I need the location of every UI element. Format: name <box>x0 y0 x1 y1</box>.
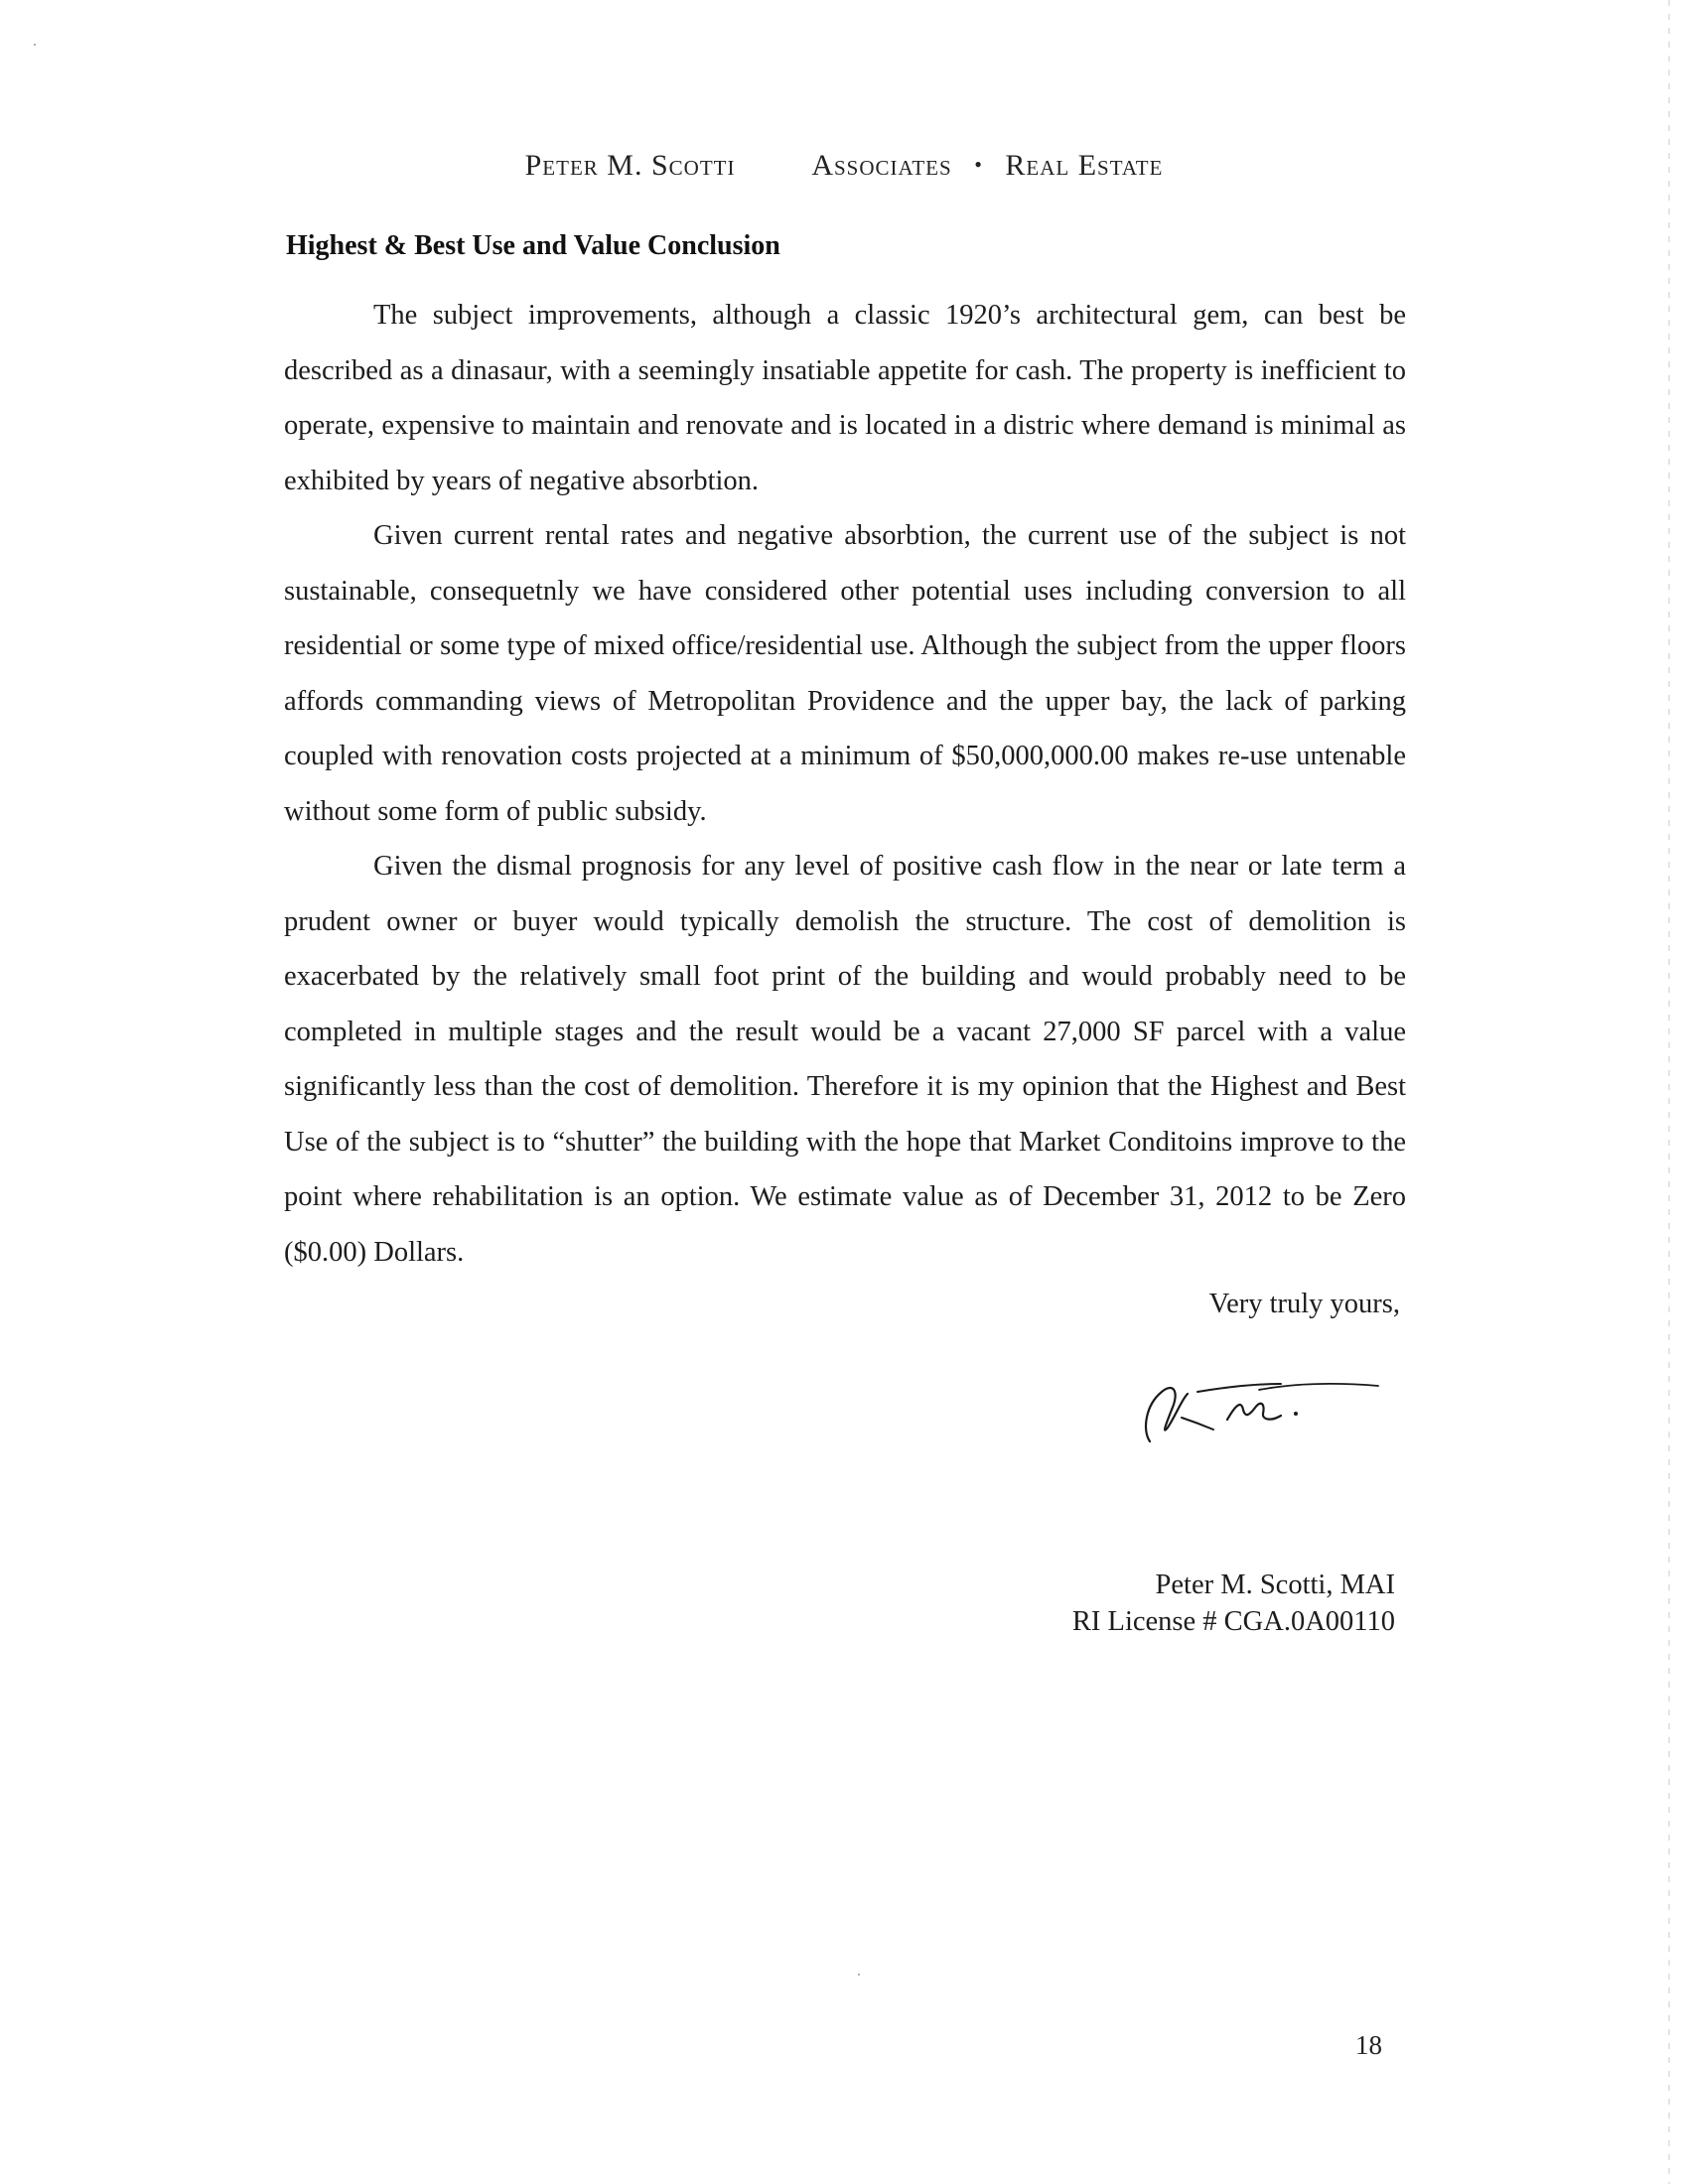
letterhead-associates: Associates <box>811 149 952 182</box>
body-text <box>284 288 1406 1280</box>
paragraph-2: Given current rental rates and negative absorbtion, the current use of the subject is not sustainable, consequetnly we have considered other potential uses including conversion to all residential or some type of mixed office/residential use. Although the subject from the upper floors affords commanding views of Metropolitan Providence and the upper bay, the lack of parking coupled with renovation costs projected at a minimum of $50,000,000.00 makes re-use untenable without some form of public subsidy. <box>284 520 1406 827</box>
signer-name: Peter M. Scotti, MAI <box>1155 1570 1395 1600</box>
page-number: 18 <box>1355 2030 1382 2060</box>
handwritten-signature <box>1132 1370 1400 1459</box>
letterhead-separator: • <box>974 152 983 177</box>
signer-license: RI License # CGA.0A00110 <box>1071 1606 1395 1637</box>
letterhead-name: Peter M. Scotti <box>524 149 736 182</box>
signature-block <box>993 1567 1395 1640</box>
letterhead-real-estate: Real Estate <box>1005 149 1164 182</box>
scan-edge-artifact <box>1668 0 1670 2184</box>
section-heading: Highest & Best Use and Value Conclusion <box>286 230 780 261</box>
scan-speck <box>34 44 36 46</box>
paragraph-3: Given the dismal prognosis for any level of positive cash flow in the near or late term a prudent owner or buyer would typically demolish the structure. The cost of demolition is exacerbated by the relatively small foot print of the building and would probably need to be completed in multiple stages and the result would be a vacant 27,000 SF parcel with a value significantly less than the cost of demolition. Therefore it is my opinion that the Highest and Best Use of the subject is to “shutter” the building with the hope that Market Conditoins improve to the point where rehabilitation is an option. We estimate value as of December 31, 2012 to be Zero ($0.00) Dollars. <box>284 851 1406 1268</box>
scan-speck <box>858 1974 860 1976</box>
paragraph-1: The subject improvements, although a classic 1920’s architectural gem, can best be described as a dinasaur, with a seemingly insatiable appetite for cash. The property is inefficient to operate, expensive to maintain and renovate and is located in a distric where demand is minimal as exhibited by years of negative absorbtion. <box>284 300 1406 496</box>
letterhead <box>0 149 1688 183</box>
closing-line: Very truly yours, <box>1208 1289 1400 1319</box>
